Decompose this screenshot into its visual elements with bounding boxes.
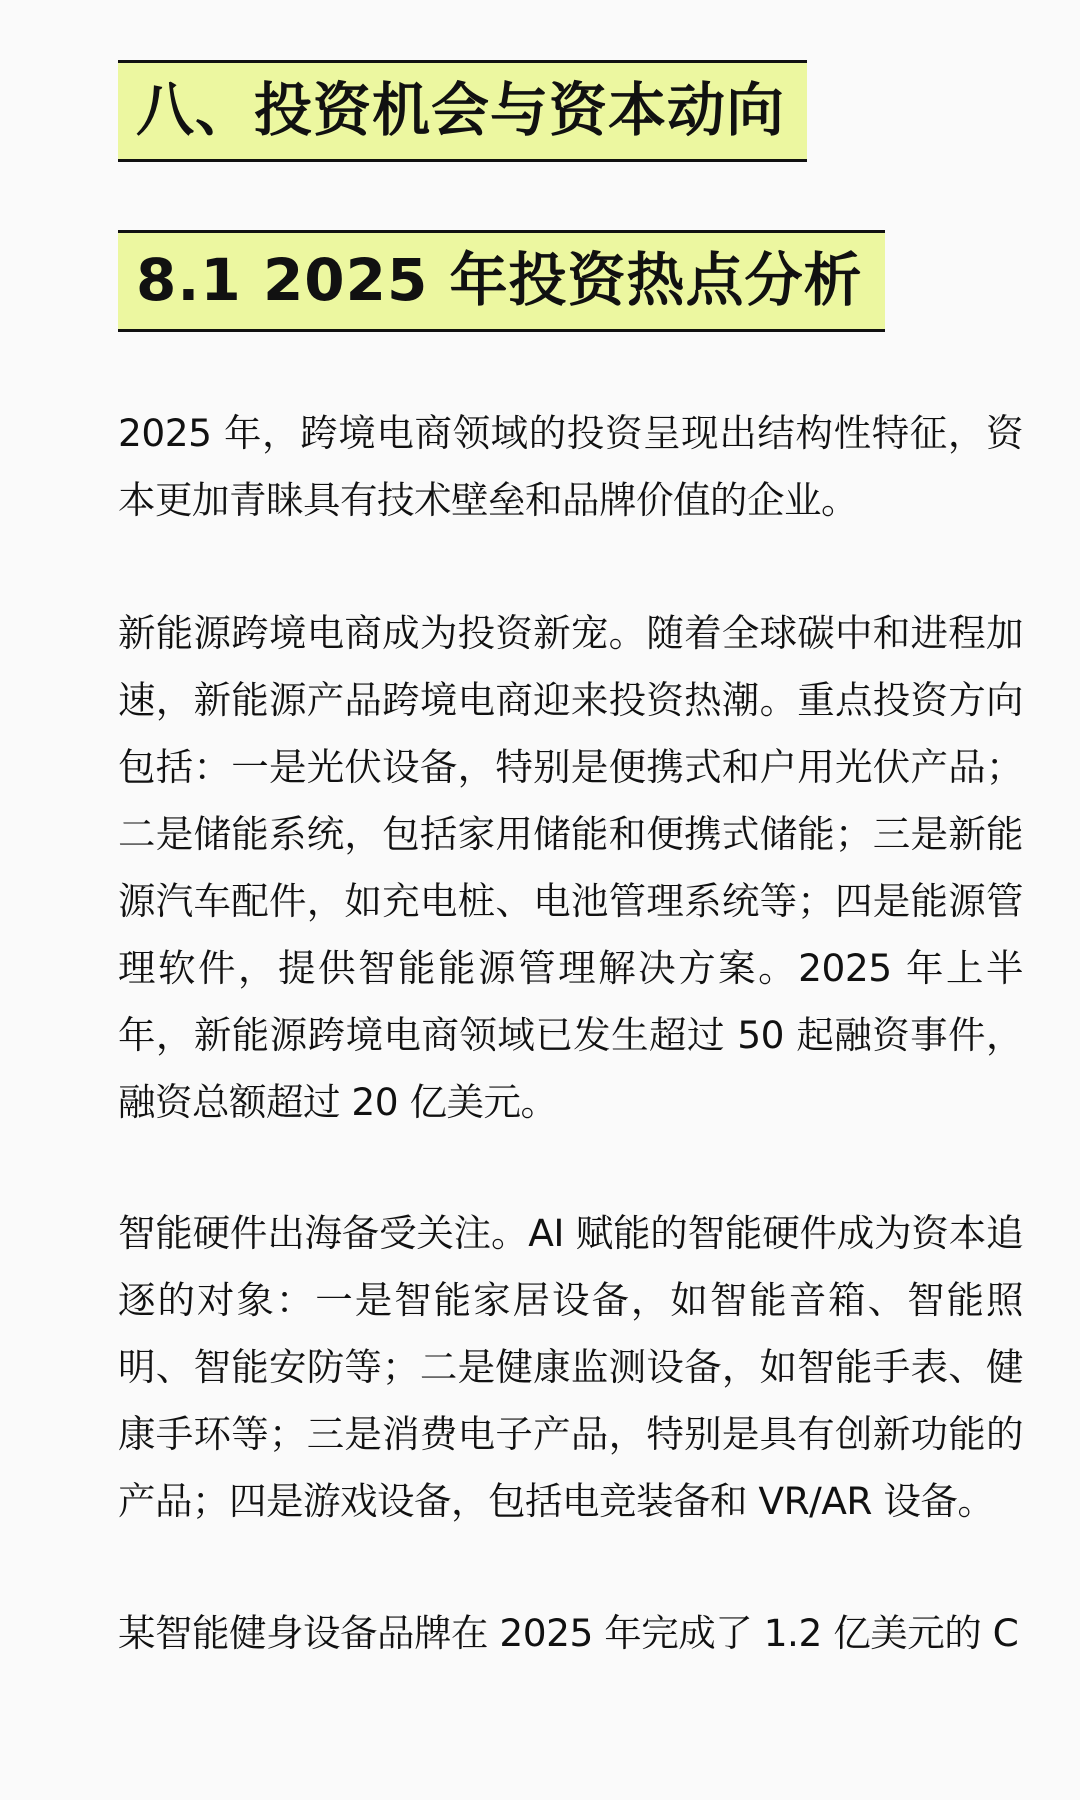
paragraph-fitness-brand: 某智能健身设备品牌在 2025 年完成了 1.2 亿美元的 C <box>118 1611 1019 1655</box>
paragraph-intro: 2025 年，跨境电商领域的投资呈现出结构性特征，资本更加青睐具有技术壁垒和品牌价值的企业。 <box>118 411 1023 522</box>
subsection-title: 8.1 2025 年投资热点分析 <box>118 230 885 332</box>
paragraph-new-energy: 新能源跨境电商成为投资新宠。随着全球碳中和进程加速，新能源产品跨境电商迎来投资热潮。重点投资方向包括：一是光伏设备，特别是便携式和户用光伏产品；二是储能系统，包括家用储能和便携式储能；三是新能源汽车配件，如充电桩、电池管理系统等；四是能源管理软件，提供智能能源管理解决方案。2025 年上半年，新能源跨境电商领域已发生超过 50 起融资事件，融资总额超过 20 亿美元。 <box>118 611 1023 1124</box>
paragraph-smart-hardware: 智能硬件出海备受关注。AI 赋能的智能硬件成为资本追逐的对象：一是智能家居设备，如智能音箱、智能照明、智能安防等；二是健康监测设备，如智能手表、健康手环等；三是消费电子产品，特别是具有创新功能的产品；四是游戏设备，包括电竞装备和 VR/AR 设备。 <box>118 1211 1023 1523</box>
section-title: 八、投资机会与资本动向 <box>118 60 807 162</box>
